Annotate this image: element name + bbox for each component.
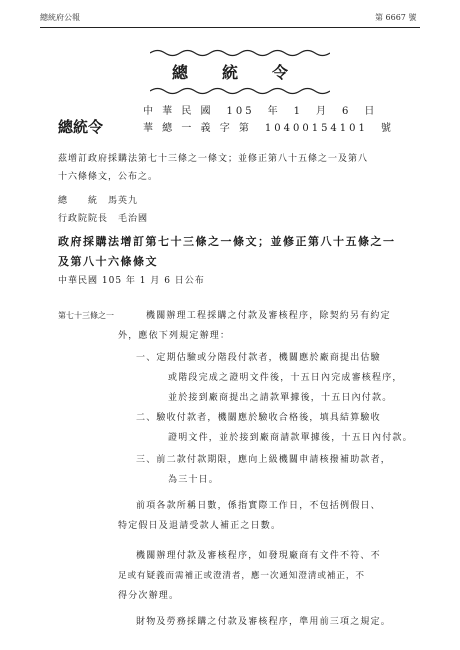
header-divider (40, 27, 420, 28)
article-line: 足或有疑義而需補正或澄清者，應一次通知澄清或補正，不 (118, 571, 365, 581)
article-line: 得分次辦理。 (118, 591, 180, 601)
article-body-cont (118, 326, 428, 346)
item-line: 並於接到廠商提出之請款單據後，十五日內付款。 (168, 393, 393, 403)
item-3-cont (168, 470, 438, 490)
signature-title: 總 統 (58, 196, 99, 206)
intro-line: 茲增訂政府採購法第七十三條之一條文；並修正第八十五條之一及第八 (58, 154, 369, 164)
law-title (58, 232, 438, 272)
page-title: 總統令 (171, 63, 322, 82)
signature-title: 行政院院長 (58, 214, 109, 224)
signature-name: 馬英九 (108, 196, 139, 206)
item-1 (136, 348, 436, 368)
paragraph-3-cont (118, 566, 436, 606)
title-block (0, 52, 460, 92)
item-2 (136, 408, 436, 428)
article-body (146, 306, 436, 326)
article-line: 財物及勞務採購之付款及審核程序，準用前三項之規定。 (136, 617, 392, 627)
item-3 (136, 450, 436, 470)
paragraph-2-cont (118, 516, 436, 536)
order-number: 華 總 一 義 字 第 10400154101 號 (143, 123, 394, 134)
item-2-cont (168, 428, 438, 448)
law-title-line: 政府採購法增訂第七十三條之一條文；並修正第八十五條之一 (58, 235, 396, 248)
item-1-cont (168, 368, 438, 408)
wave-ornament-top (150, 48, 330, 58)
item-line: 二、驗收付款者，機關應於驗收合格後，填具結算驗收 (136, 413, 381, 423)
intro-line: 十六條條文，公布之。 (58, 172, 159, 182)
order-label: 總統令 (58, 118, 104, 136)
article-line: 前項各款所稱日數，係指實際工作日，不包括例假日、 (136, 501, 381, 511)
gazette-name: 總統府公報 (40, 13, 80, 22)
issue-number: 第 6667 號 (375, 13, 417, 22)
wave-ornament-bottom (150, 86, 330, 96)
signature-block (58, 192, 148, 228)
paragraph-2 (136, 496, 436, 516)
item-line: 或階段完成之證明文件後，十五日內完成審核程序， (168, 373, 403, 383)
intro-paragraph (58, 150, 428, 186)
paragraph-4 (136, 612, 436, 632)
item-line: 證明文件，並於接到廠商請款單據後，十五日內付款。 (168, 433, 413, 443)
promulgation-date: 中華民國 105 年 1 月 6 日公布 (58, 276, 205, 286)
paragraph-3 (136, 546, 436, 566)
law-title-line: 及第八十六條條文 (58, 255, 158, 268)
item-line: 為三十日。 (168, 475, 220, 485)
order-date: 中 華 民 國 105 年 1 月 6 日 (143, 106, 378, 117)
article-line: 外，應依下列規定辦理： (118, 331, 231, 341)
signature-name: 毛治國 (118, 214, 149, 224)
article-line: 機關辦理工程採購之付款及審核程序，除契約另有約定 (146, 311, 391, 321)
article-label: 第七十三條之一 (58, 311, 114, 320)
article-line: 機關辦理付款及審核程序，如發現廠商有文件不符、不 (136, 551, 381, 561)
article-line: 特定假日及退請受款人補正之日數。 (118, 521, 282, 531)
item-line: 三、前二款付款期限，應向上級機關申請核撥補助款者， (136, 455, 392, 465)
item-line: 一、定期估驗或分階段付款者，機關應於廠商提出估驗 (136, 353, 381, 363)
